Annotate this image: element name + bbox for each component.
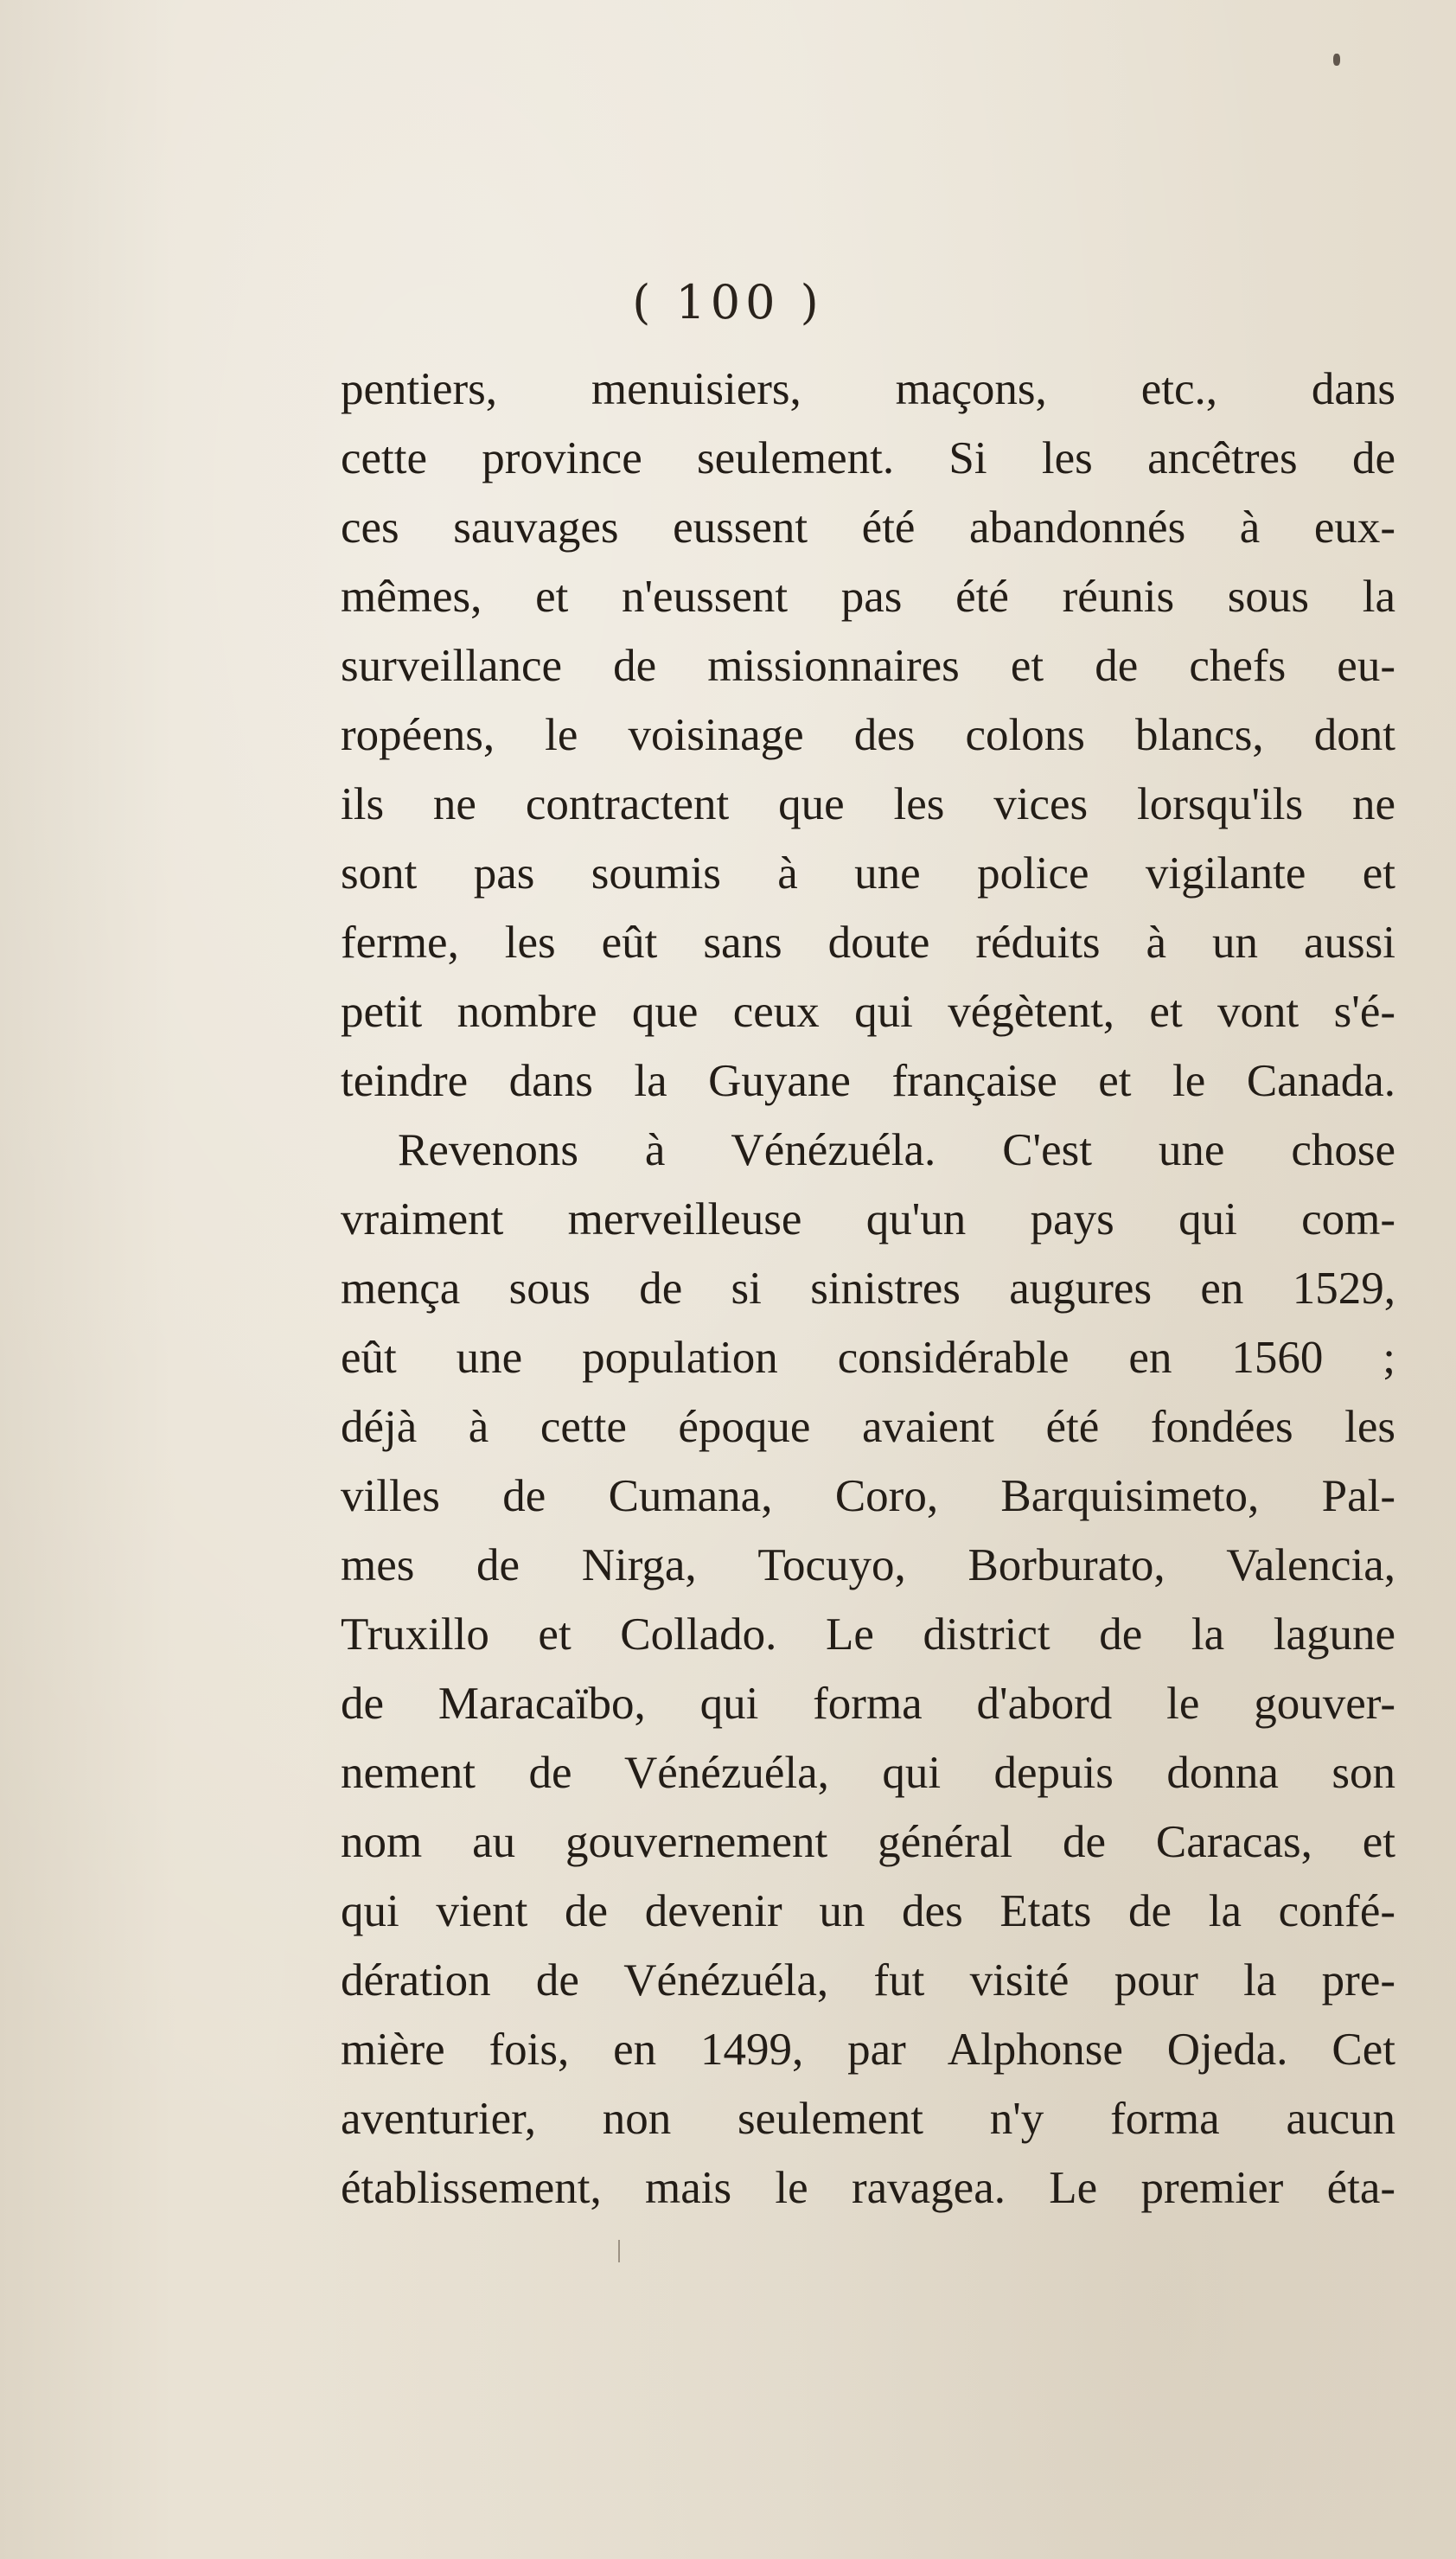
text-line: petit nombre que ceux qui végètent, et vont s'é- bbox=[341, 987, 1395, 1037]
text-line: ropéens, le voisinage des colons blancs, dont bbox=[341, 710, 1395, 760]
text-line: établissement, mais le ravagea. Le premier éta- bbox=[341, 2163, 1395, 2213]
text-line: mes de Nirga, Tocuyo, Borburato, Valencia, bbox=[341, 1540, 1395, 1590]
text-line: cette province seulement. Si les ancêtres de bbox=[341, 433, 1395, 483]
text-line: ces sauvages eussent été abandonnés à eux- bbox=[341, 502, 1395, 553]
body-text bbox=[341, 355, 1395, 2223]
text-line: sont pas soumis à une police vigilante et bbox=[341, 848, 1395, 899]
text-line: nom au gouvernement général de Caracas, et bbox=[341, 1817, 1395, 1867]
text-line: dération de Vénézuéla, fut visité pour la pre- bbox=[341, 1955, 1395, 2006]
text-line: qui vient de devenir un des Etats de la confé- bbox=[341, 1886, 1395, 1936]
page-number: ( 100 ) bbox=[632, 275, 824, 329]
text-line: ils ne contractent que les vices lorsqu'ils ne bbox=[341, 779, 1395, 829]
text-line: de Maracaïbo, qui forma d'abord le gouver- bbox=[341, 1679, 1395, 1729]
paragraph-start-line: Revenons à Vénézuéla. C'est une chose bbox=[398, 1125, 1395, 1175]
stray-mark bbox=[618, 2240, 620, 2262]
text-line: mêmes, et n'eussent pas été réunis sous la bbox=[341, 572, 1395, 622]
text-line: surveillance de missionnaires et de chefs eu- bbox=[341, 641, 1395, 691]
ink-speck bbox=[1333, 54, 1340, 66]
text-line: Truxillo et Collado. Le district de la lagune bbox=[341, 1609, 1395, 1660]
paragraph-end-line: teindre dans la Guyane française et le Canada. bbox=[341, 1056, 1395, 1106]
text-line: vraiment merveilleuse qu'un pays qui com- bbox=[341, 1194, 1395, 1244]
text-line: pentiers, menuisiers, maçons, etc., dans bbox=[341, 364, 1395, 414]
text-line: nement de Vénézuéla, qui depuis donna son bbox=[341, 1748, 1395, 1798]
text-line: mença sous de si sinistres augures en 1529, bbox=[341, 1264, 1395, 1314]
text-line: aventurier, non seulement n'y forma aucun bbox=[341, 2094, 1395, 2144]
text-line: eût une population considérable en 1560 ; bbox=[341, 1333, 1395, 1383]
text-line: mière fois, en 1499, par Alphonse Ojeda. Cet bbox=[341, 2025, 1395, 2075]
text-line: villes de Cumana, Coro, Barquisimeto, Pal- bbox=[341, 1471, 1395, 1521]
text-line: ferme, les eût sans doute réduits à un aussi bbox=[341, 918, 1395, 968]
text-line: déjà à cette époque avaient été fondées les bbox=[341, 1402, 1395, 1452]
